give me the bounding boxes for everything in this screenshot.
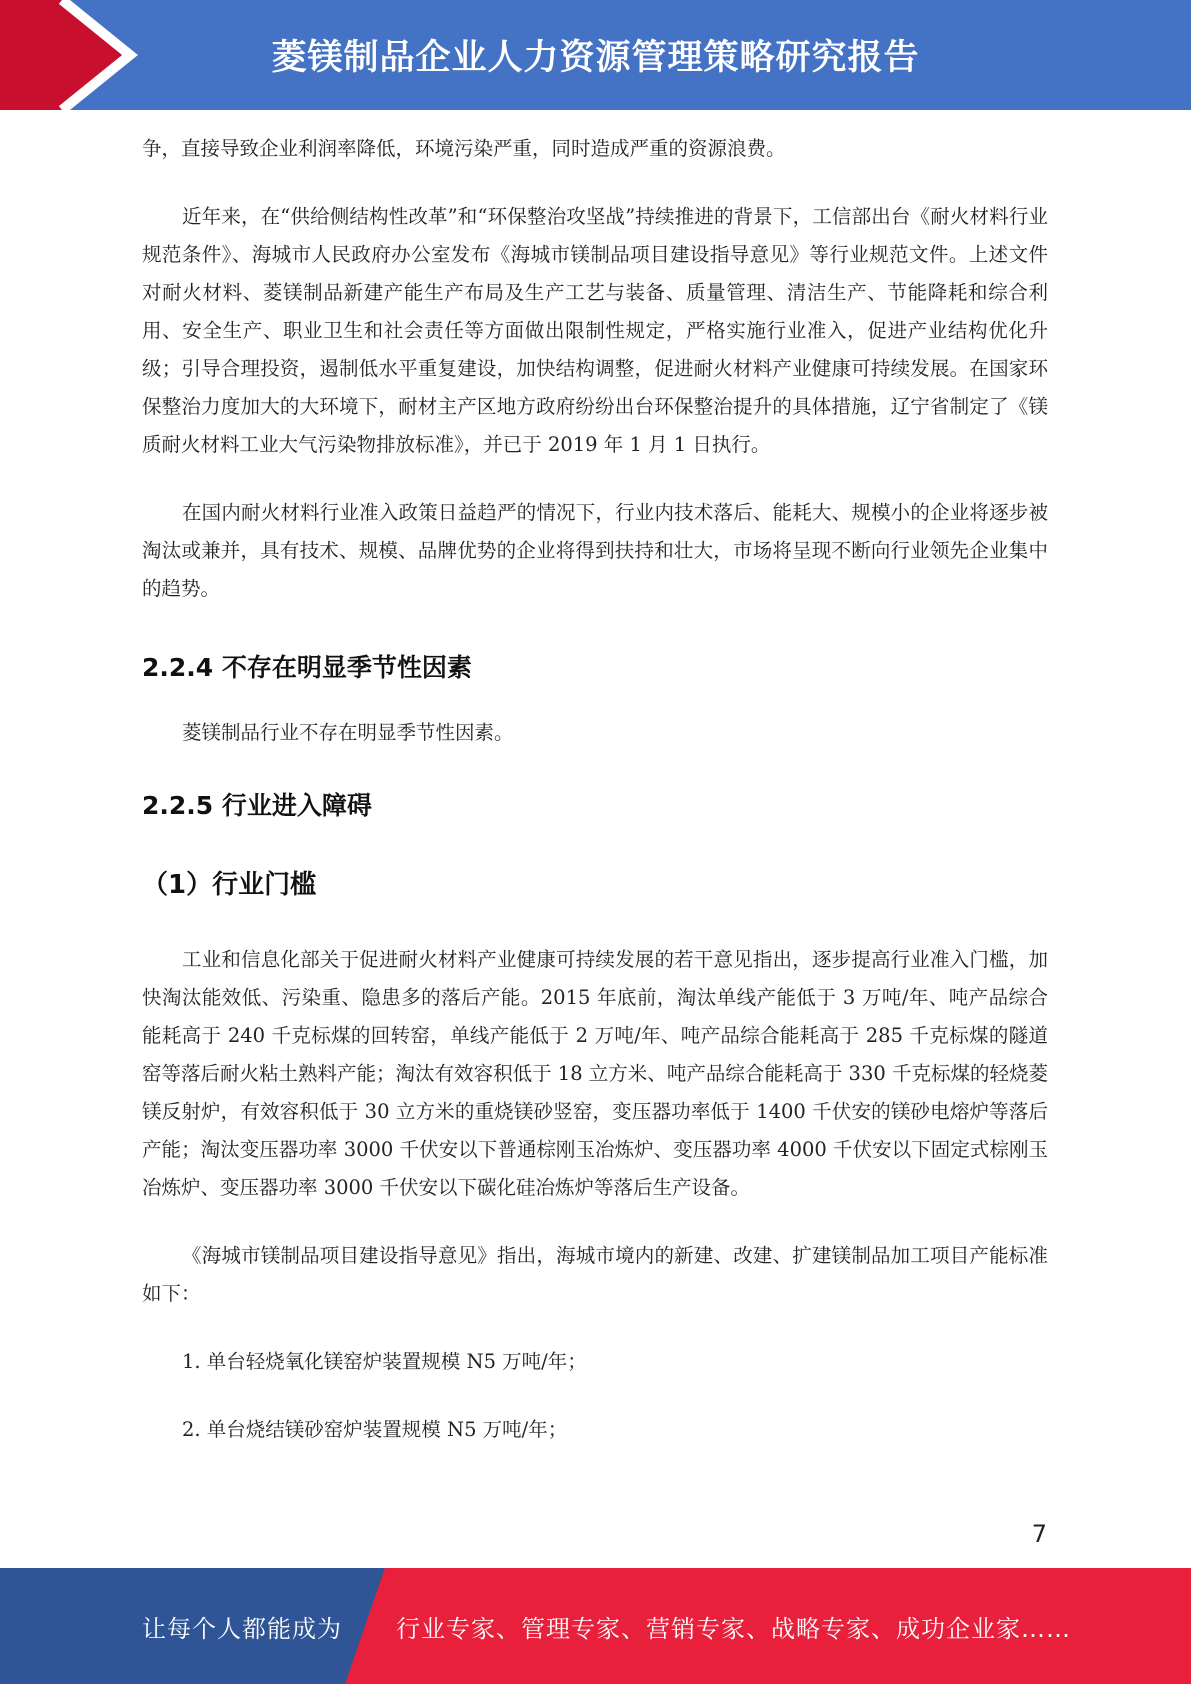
- paragraph-continuation: 争，直接导致企业利润率降低，环境污染严重，同时造成严重的资源浪费。: [142, 137, 786, 160]
- paragraph-policy-background: 近年来，在“供给侧结构性改革”和“环保整治攻坚战”持续推进的背景下，工信部出台《耐火材料行业规范条件》、海城市人民政府办公室发布《海城市镁制品项目建设指导意见》等行业规范文件。上述文件对耐火材料、菱镁制品新建产能生产布局及生产工艺与装备、质量管理、清洁生产、节能降耗和综合利用、安全生产、职业卫生和社会责任等方面做出限制性规定，严格实施行业准入，促进产业结构优化升级；引导合理投资，遏制低水平重复建设，加快结构调整，促进耐火材料产业健康可持续发展。在国家环保整治力度加大的大环境下，耐材主产区地方政府纷纷出台环保整治提升的具体措施，辽宁省制定了《镁质耐火材料工业大气污染物排放标准》，并已于 2019 年 1 月 1 日执行。: [142, 205, 1048, 456]
- list-item-2: 2. 单台烧结镁砂窑炉装置规模 N5 万吨/年；: [182, 1418, 568, 1441]
- subsection-heading-industry-threshold: （1）行业门槛: [142, 870, 317, 900]
- section-heading-2-2-5: 2.2.5 行业进入障碍: [142, 791, 372, 820]
- footer-slogan-right: 行业专家、管理专家、营销专家、战略专家、成功企业家……: [396, 1614, 1071, 1643]
- document-body: [142, 130, 1048, 1449]
- footer-slogan-left: 让每个人都能成为: [142, 1614, 342, 1643]
- list-item-1: 1. 单台轻烧氧化镁窑炉装置规模 N5 万吨/年；: [182, 1350, 587, 1373]
- section-heading-2-2-4: 2.2.4 不存在明显季节性因素: [142, 653, 472, 682]
- paragraph-seasonality: 菱镁制品行业不存在明显季节性因素。: [182, 721, 514, 744]
- header-title: 菱镁制品企业人力资源管理策略研究报告: [271, 38, 920, 78]
- paragraph-haicheng-guidance: 《海城市镁制品项目建设指导意见》指出，海城市境内的新建、改建、扩建镁制品加工项目产能标准如下：: [142, 1244, 1048, 1305]
- page-number: 7: [1031, 1520, 1047, 1548]
- paragraph-industry-trend: 在国内耐火材料行业准入政策日益趋严的情况下，行业内技术落后、能耗大、规模小的企业将逐步被淘汰或兼并，具有技术、规模、品牌优势的企业将得到扶持和壮大，市场将呈现不断向行业领先企业集中的趋势。: [142, 501, 1048, 600]
- page-header: [0, 0, 1191, 110]
- paragraph-ministry-opinions: 工业和信息化部关于促进耐火材料产业健康可持续发展的若干意见指出，逐步提高行业准入门槛，加快淘汰能效低、污染重、隐患多的落后产能。2015 年底前，淘汰单线产能低于 3 万吨/年、吨产品综合能耗高于 240 千克标煤的回转窑，单线产能低于 2 万吨/年、吨产品综合能耗高于 285 千克标煤的隧道窑等落后耐火粘土熟料产能；淘汰有效容积低于 18 立方米、吨产品综合能耗高于 330 千克标煤的轻烧菱镁反射炉，有效容积低于 30 立方米的重烧镁砂竖窑，变压器功率低于 1400 千伏安的镁砂电熔炉等落后产能；淘汰变压器功率 3000 千伏安以下普通棕刚玉冶炼炉、变压器功率 4000 千伏安以下固定式棕刚玉冶炼炉、变压器功率 3000 千伏安以下碳化硅冶炼炉等落后生产设备。: [142, 948, 1048, 1199]
- page-footer: [0, 1568, 1191, 1684]
